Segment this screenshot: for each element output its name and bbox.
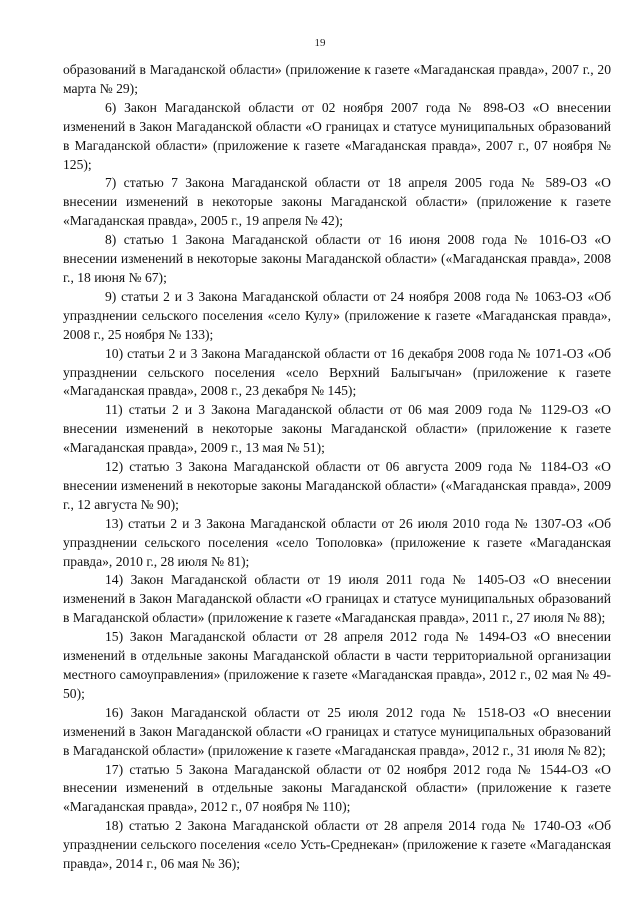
list-item-11: 11) статьи 2 и 3 Закона Магаданской области от 06 мая 2009 года № 1129-ОЗ «О внесении изменений в некоторые законы Магаданской области» (приложение к газете «Магаданская правда», 2009 г., 13 мая № 51); (63, 402, 611, 456)
list-item-18: 18) статью 2 Закона Магаданской области от 28 апреля 2014 года № 1740-ОЗ «Об упразднении сельского поселения «село Усть-Среднекан» (приложение к газете «Магаданская правда», 2014 г., 06 мая № 36); (63, 818, 611, 872)
list-item-17: 17) статью 5 Закона Магаданской области от 02 ноября 2012 года № 1544-ОЗ «О внесении изменений в отдельные законы Магаданской области» (приложение к газете «Магаданская правда», 2012 г., 07 ноября № 110); (63, 761, 611, 815)
page-number: 19 (314, 37, 326, 49)
list-item-14: 14) Закон Магаданской области от 19 июля 2011 года № 1405-ОЗ «О внесении изменений в Закон Магаданской области «О границах и статусе муниципальных образований в Магаданской области» (приложение к газете «Магаданская правда», 2011 г., 27 июля № 88); (63, 572, 611, 626)
list-item-15: 15) Закон Магаданской области от 28 апреля 2012 года № 1494-ОЗ «О внесении изменений в отдельные законы Магаданской области в части территориальной организации местного самоуправления» (приложение к газете «Магаданская правда», 2012 г., 02 мая № 49-50); (63, 629, 611, 701)
list-item-9: 9) статьи 2 и 3 Закона Магаданской области от 24 ноября 2008 года № 1063-ОЗ «Об упразднении сельского поселения «село Кулу» (приложение к газете «Магаданская правда», 2008 г., 25 ноября № 133); (63, 288, 611, 342)
list-item-6: 6) Закон Магаданской области от 02 ноября 2007 года № 898-ОЗ «О внесении изменений в Закон Магаданской области «О границах и статусе муниципальных образований в Магаданской области» (приложение к газете «Магаданская правда», 2007 г., 07 ноября № 125); (63, 99, 611, 172)
list-item-13: 13) статьи 2 и 3 Закона Магаданской области от 26 июля 2010 года № 1307-ОЗ «Об упразднении сельского поселения «село Тополовка» (приложение к газете «Магаданская правда», 2010 г., 28 июля № 81); (63, 515, 611, 569)
list-item-12: 12) статью 3 Закона Магаданской области от 06 августа 2009 года № 1184-ОЗ «О внесении изменений в некоторые законы Магаданской области» («Магаданская правда», 2009 г., 12 августа № 90); (63, 459, 611, 512)
document-body (63, 61, 611, 874)
list-item-16: 16) Закон Магаданской области от 25 июля 2012 года № 1518-ОЗ «О внесении изменений в Закон Магаданской области «О границах и статусе муниципальных образований в Магаданской области» (приложение к газете «Магаданская правда», 2012 г., 31 июля № 82); (63, 704, 611, 758)
list-item-10: 10) статьи 2 и 3 Закона Магаданской области от 16 декабря 2008 года № 1071-ОЗ «Об упразднении сельского поселения «село Верхний Балыгычан» (приложение к газете «Магаданская правда», 2008 г., 23 декабря № 145); (63, 345, 611, 399)
paragraph-continuation: образований в Магаданской области» (приложение к газете «Магаданская правда», 2007 г., 20 марта № 29); (63, 62, 611, 96)
list-item-8: 8) статью 1 Закона Магаданской области от 16 июня 2008 года № 1016-ОЗ «О внесении изменений в некоторые законы Магаданской области» («Магаданская правда», 2008 г., 18 июня № 67); (63, 232, 611, 285)
list-item-7: 7) статью 7 Закона Магаданской области от 18 апреля 2005 года № 589-ОЗ «О внесении изменений в некоторые законы Магаданской области» (приложение к газете «Магаданская правда», 2005 г., 19 апреля № 42); (63, 175, 611, 229)
